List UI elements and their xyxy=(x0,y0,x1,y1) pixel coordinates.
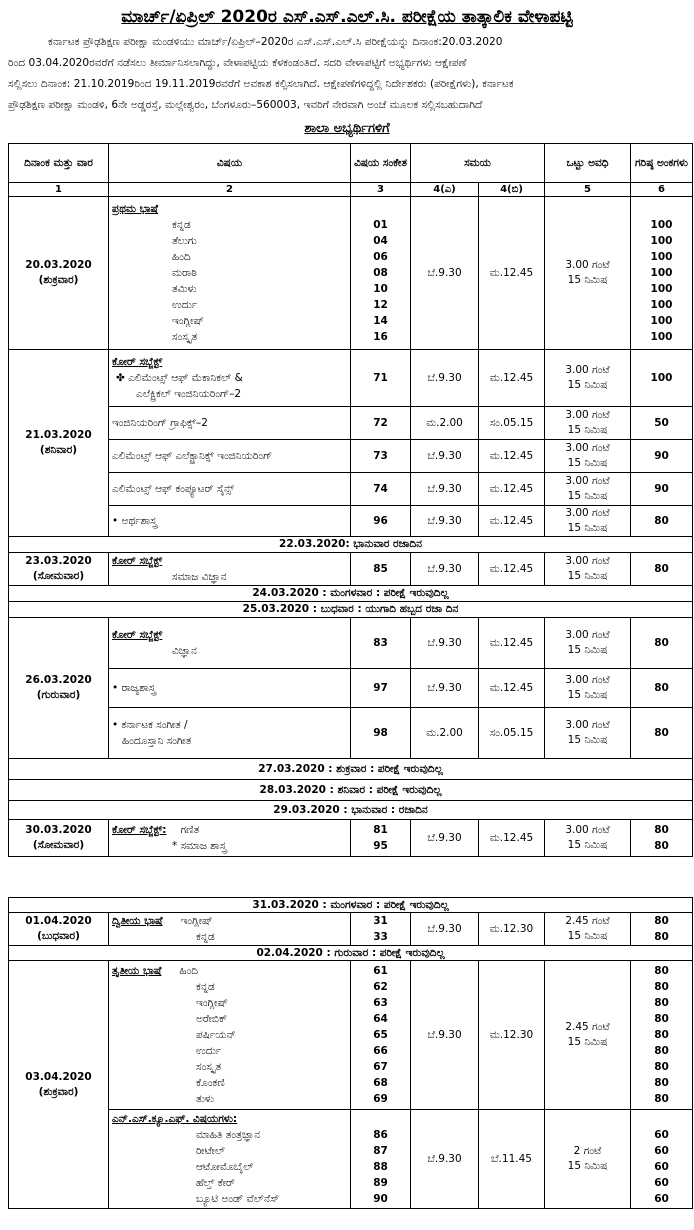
header-marks: ಗರಿಷ್ಠ ಅಂಕಗಳು xyxy=(631,144,693,183)
subject-code: 67 xyxy=(373,1061,388,1073)
day-text: (ಸೋಮವಾರ) xyxy=(32,570,85,582)
section-subtitle: ಶಾಲಾ ಅಭ್ಯರ್ಥಿಗಳಿಗೆ xyxy=(304,121,390,136)
marks-cell xyxy=(631,820,693,857)
subject-name: ಉರ್ದು xyxy=(172,299,198,311)
intro-line: ರಿಂದ 03.04.2020ರವರೆಗೆ ನಡೆಸಲು ತೀರ್ಮಾನಿಸಲಾಗಿದ್ದು, ವೇಳಾಪಟ್ಟಿಯ ಕೆಳಕಂಡಂತಿದೆ. ಸದರಿ ವೇಳಾಪಟ್ಟಿಗೆ ಅಭ್ಯರ್ಥಿಗಳು ಆಕ್ಷೇಪಣೆ xyxy=(8,57,467,69)
start-time: ಮ.2.00 xyxy=(411,708,479,759)
subject-name: ಕನ್ನಡ xyxy=(196,981,215,993)
subject-code: 33 xyxy=(373,931,388,943)
duration-hours: 2 ಗಂಟೆ xyxy=(573,1145,602,1157)
duration-hours: 3.00 ಗಂಟೆ xyxy=(565,674,610,686)
subject-code: 90 xyxy=(373,1193,388,1205)
marks-cell xyxy=(631,1110,693,1209)
subject-name: ತುಳು xyxy=(196,1093,214,1105)
subject-code: 10 xyxy=(373,283,388,295)
max-marks: 100 xyxy=(650,235,673,247)
max-marks: 100 xyxy=(650,219,673,231)
max-marks: 80 xyxy=(654,997,669,1009)
duration-cell xyxy=(545,506,631,537)
subject-code: 72 xyxy=(351,407,411,440)
subject-cell xyxy=(109,820,351,857)
intro-paragraph xyxy=(8,32,688,116)
start-time: ಬೆ.9.30 xyxy=(411,913,479,946)
holiday-text: 27.03.2020 : ಶುಕ್ರವಾರ : ಪರೀಕ್ಷೆ ಇರುವುದಿಲ್ಲ xyxy=(9,759,693,780)
duration-hours: 3.00 ಗಂಟೆ xyxy=(565,475,610,487)
duration-minutes: 15 ನಿಮಿಷ xyxy=(567,424,608,436)
subject-name: ಸಂಸ್ಕೃತ xyxy=(172,331,198,343)
start-time: ಮ.2.00 xyxy=(411,407,479,440)
group-label: ತೃತೀಯ ಭಾಷೆ xyxy=(112,965,162,977)
header-row xyxy=(9,144,693,183)
subject-cell xyxy=(109,961,351,1110)
date-cell xyxy=(9,350,109,537)
subject-code: 89 xyxy=(373,1177,388,1189)
max-marks: 50 xyxy=(631,407,693,440)
subject-code: 81 xyxy=(373,824,388,836)
date-text: 21.03.2020 xyxy=(25,429,92,441)
duration-minutes: 15 ನಿಮಿಷ xyxy=(567,490,608,502)
end-time: ಮ.12.45 xyxy=(479,506,545,537)
subject-name: • ಕರ್ನಾಟಕ ಸಂಗೀತ / xyxy=(112,719,188,731)
holiday-text: 24.03.2020 : ಮಂಗಳವಾರ : ಪರೀಕ್ಷೆ ಇರುವುದಿಲ್ಲ xyxy=(9,586,693,602)
max-marks: 60 xyxy=(654,1177,669,1189)
subject-name: ತೆಲುಗು xyxy=(172,235,197,247)
duration-minutes: 15 ನಿಮಿಷ xyxy=(567,930,608,942)
subject-name: ಬ್ಯೂಟಿ ಅಂಡ್ ವೆಲ್‌ನೆಸ್ xyxy=(196,1193,280,1205)
end-time: ಸಂ.05.15 xyxy=(479,708,545,759)
table-row xyxy=(9,961,693,1110)
max-marks: 100 xyxy=(650,283,673,295)
duration-cell xyxy=(545,913,631,946)
holiday-row xyxy=(9,537,693,553)
page-title: ಮಾರ್ಚ್/ಏಪ್ರಿಲ್ 2020ರ ಎಸ್.ಎಸ್.ಎಲ್.ಸಿ. ಪರೀಕ್ಷೆಯ ತಾತ್ಕಾಲಿಕ ವೇಳಾಪಟ್ಟಿ xyxy=(121,7,573,27)
end-time: ಮ.12.45 xyxy=(479,820,545,857)
end-time: ಮ.12.45 xyxy=(479,669,545,708)
max-marks: 80 xyxy=(631,618,693,669)
duration-minutes: 15 ನಿಮಿಷ xyxy=(567,457,608,469)
duration-minutes: 15 ನಿಮಿಷ xyxy=(567,379,608,391)
holiday-text: 29.03.2020 : ಭಾನುವಾರ : ರಜಾದಿನ xyxy=(9,801,693,820)
subject-name: • ರಾಜ್ಯಶಾಸ್ತ್ರ xyxy=(109,669,351,708)
subject-code: 16 xyxy=(373,331,388,343)
table-row xyxy=(9,197,693,350)
subject-name: ಇಂಜಿನಿಯರಿಂಗ್ ಗ್ರಾಫಿಕ್ಸ್–2 xyxy=(109,407,351,440)
table-row xyxy=(9,618,693,669)
table-row xyxy=(9,473,693,506)
duration-cell xyxy=(545,820,631,857)
day-text: (ಶುಕ್ರವಾರ) xyxy=(38,274,79,286)
subject-code: 12 xyxy=(373,299,388,311)
duration-minutes: 15 ನಿಮಿಷ xyxy=(567,1160,608,1172)
duration-hours: 3.00 ಗಂಟೆ xyxy=(565,364,610,376)
start-time: ಬೆ.9.30 xyxy=(411,473,479,506)
end-time: ಸಂ.05.15 xyxy=(479,407,545,440)
duration-minutes: 15 ನಿಮಿಷ xyxy=(567,1036,608,1048)
subject-name: ಉರ್ದು xyxy=(196,1045,222,1057)
holiday-row xyxy=(9,602,693,618)
max-marks: 100 xyxy=(631,350,693,407)
date-cell xyxy=(9,197,109,350)
duration-cell xyxy=(545,553,631,586)
max-marks: 80 xyxy=(654,1093,669,1105)
subject-code: 73 xyxy=(351,440,411,473)
holiday-text: 31.03.2020 : ಮಂಗಳವಾರ : ಪರೀಕ್ಷೆ ಇರುವುದಿಲ್ಲ xyxy=(9,898,693,913)
end-time: ಮ.12.45 xyxy=(479,618,545,669)
intro-line: ಸಲ್ಲಿಸಲು ದಿನಾಂಕ: 21.10.2019ರಿಂದ 19.11.2019ರವರೆಗೆ ಅವಕಾಶ ಕಲ್ಪಿಸಲಾಗಿದೆ. ಆಕ್ಷೇಪಣೆಗಳಿದ್ದಲ್ಲಿ ನಿರ್ದೇಶಕರು (ಪರೀಕ್ಷೆಗಳು), ಕರ್ನಾಟಕ xyxy=(8,78,514,90)
subject-code: 98 xyxy=(351,708,411,759)
holiday-row xyxy=(9,898,693,913)
holiday-text: 25.03.2020 : ಬುಧವಾರ : ಯುಗಾದಿ ಹಬ್ಬದ ರಜಾ ದಿನ xyxy=(9,602,693,618)
duration-cell xyxy=(545,618,631,669)
max-marks: 80 xyxy=(654,1013,669,1025)
col-num: 5 xyxy=(545,183,631,197)
subject-name: ಕೊಂಕಣಿ xyxy=(196,1077,225,1089)
subject-cell xyxy=(109,618,351,669)
subject-code: 87 xyxy=(373,1145,388,1157)
holiday-text: 22.03.2020: ಭಾನುವಾರ ರಜಾದಿನ xyxy=(9,537,693,553)
intro-line: ಕರ್ನಾಟಕ ಪ್ರೌಢಶಿಕ್ಷಣ ಪರೀಕ್ಷಾ ಮಂಡಳಿಯು ಮಾರ್ಚ್/ಏಪ್ರಿಲ್–2020ರ ಎಸ್.ಎಸ್.ಎಲ್.ಸಿ ಪರೀಕ್ಷೆಯನ್ನು ದಿನಾಂಕ:20.03.2020 xyxy=(48,36,503,48)
duration-hours: 2.45 ಗಂಟೆ xyxy=(565,1021,610,1033)
group-label: ಕೋರ್ ಸಬ್ಜೆಕ್ಟ್ xyxy=(112,555,163,567)
code-cell xyxy=(351,961,411,1110)
subject-name: ಅರೇಬಿಕ್ xyxy=(196,1013,228,1025)
header-duration: ಒಟ್ಟು ಅವಧಿ xyxy=(545,144,631,183)
code-cell xyxy=(351,1110,411,1209)
code-cell xyxy=(351,913,411,946)
subject-name: ಎಲಿಮೆಂಟ್ಸ್ ಆಫ್ ಎಲೆಕ್ಟ್ರಾನಿಕ್ಸ್ ಇಂಜಿನಿಯರಿಂಗ್ xyxy=(109,440,351,473)
max-marks: 80 xyxy=(654,931,669,943)
date-text: 03.04.2020 xyxy=(25,1070,92,1083)
col-num: 4(ಎ) xyxy=(411,183,479,197)
duration-cell xyxy=(545,197,631,350)
max-marks: 90 xyxy=(631,440,693,473)
subject-code: 14 xyxy=(373,315,388,327)
subject-code: 08 xyxy=(373,267,388,279)
col-num: 1 xyxy=(9,183,109,197)
subject-name: ಕನ್ನಡ xyxy=(196,931,215,943)
subject-code: 96 xyxy=(351,506,411,537)
subject-code: 04 xyxy=(373,235,388,247)
subject-cell xyxy=(109,708,351,759)
max-marks: 80 xyxy=(631,708,693,759)
start-time: ಬೆ.9.30 xyxy=(411,350,479,407)
subject-name: ಹಿಂದಿ xyxy=(172,251,191,263)
holiday-row xyxy=(9,759,693,780)
end-time: ಮ.12.45 xyxy=(479,350,545,407)
duration-cell xyxy=(545,1110,631,1209)
day-text: (ಗುರುವಾರ) xyxy=(36,689,81,701)
max-marks: 100 xyxy=(650,315,673,327)
duration-cell xyxy=(545,407,631,440)
duration-hours: 2.45 ಗಂಟೆ xyxy=(565,915,610,927)
start-time: ಬೆ.9.30 xyxy=(411,618,479,669)
subject-cell xyxy=(109,197,351,350)
subject-name: ಸಂಸ್ಕೃತ xyxy=(196,1061,222,1073)
marks-cell xyxy=(631,197,693,350)
subject-cell xyxy=(109,913,351,946)
start-time: ಬೆ.9.30 xyxy=(411,961,479,1110)
start-time: ಬೆ.9.30 xyxy=(411,553,479,586)
subject-code: 63 xyxy=(373,997,388,1009)
holiday-row xyxy=(9,586,693,602)
holiday-row xyxy=(9,780,693,801)
group-label: ಪ್ರಥಮ ಭಾಷೆ xyxy=(112,203,159,215)
end-time: ಮ.12.30 xyxy=(479,961,545,1110)
subject-name: ತಮಿಳು xyxy=(172,283,197,295)
duration-minutes: 15 ನಿಮಿಷ xyxy=(567,274,608,286)
subject-code: 74 xyxy=(351,473,411,506)
max-marks: 60 xyxy=(654,1161,669,1173)
col-num: 6 xyxy=(631,183,693,197)
subject-name: ಮಾಹಿತಿ ತಂತ್ರಜ್ಞಾನ xyxy=(196,1129,261,1141)
duration-hours: 3.00 ಗಂಟೆ xyxy=(565,409,610,421)
duration-hours: 3.00 ಗಂಟೆ xyxy=(565,719,610,731)
subject-code: 71 xyxy=(351,350,411,407)
subject-code: 66 xyxy=(373,1045,388,1057)
subject-code: 83 xyxy=(351,618,411,669)
subject-code: 62 xyxy=(373,981,388,993)
table-row xyxy=(9,440,693,473)
subject-name: ಪರ್ಷಿಯನ್ xyxy=(196,1029,236,1041)
subject-name: ಸಮಾಜ ವಿಜ್ಞಾನ xyxy=(172,571,227,583)
max-marks: 60 xyxy=(654,1145,669,1157)
subject-name: ಎಲಿಮೆಂಟ್ಸ್ ಆಫ್ ಕಂಪ್ಯೂಟರ್ ಸೈನ್ಸ್ xyxy=(109,473,351,506)
duration-cell xyxy=(545,473,631,506)
max-marks: 80 xyxy=(654,824,669,836)
group-label: ಕೋರ್ ಸಬ್ಜೆಕ್ಟ್ xyxy=(112,356,163,368)
end-time: ಮ.12.45 xyxy=(479,197,545,350)
duration-minutes: 15 ನಿಮಿಷ xyxy=(567,734,608,746)
group-label: ಎನ್.ಎಸ್.ಕ್ಯೂ.ಎಫ್. ವಿಷಯಗಳು: xyxy=(112,1113,238,1125)
table-row xyxy=(9,820,693,857)
subject-code: 88 xyxy=(373,1161,388,1173)
date-text: 23.03.2020 xyxy=(25,555,92,567)
max-marks: 80 xyxy=(654,981,669,993)
max-marks: 60 xyxy=(654,1193,669,1205)
subject-name: ಹಿಂದಿ xyxy=(179,965,199,977)
duration-minutes: 15 ನಿಮಿಷ xyxy=(567,839,608,851)
start-time: ಬೆ.9.30 xyxy=(411,197,479,350)
duration-cell xyxy=(545,440,631,473)
day-text: (ಬುಧವಾರ) xyxy=(37,930,80,942)
duration-minutes: 15 ನಿಮಿಷ xyxy=(567,689,608,701)
header-subject: ವಿಷಯ xyxy=(109,144,351,183)
start-time: ಬೆ.9.30 xyxy=(411,669,479,708)
holiday-text: 02.04.2020 : ಗುರುವಾರ : ಪರೀಕ್ಷೆ ಇರುವುದಿಲ್ಲ xyxy=(9,946,693,961)
duration-hours: 3.00 ಗಂಟೆ xyxy=(565,629,610,641)
duration-hours: 3.00 ಗಂಟೆ xyxy=(565,442,610,454)
subject-code: 69 xyxy=(373,1093,388,1105)
start-time: ಬೆ.9.30 xyxy=(411,440,479,473)
subject-name: ರೀಟೇಲ್ xyxy=(196,1145,226,1157)
subject-name: ಇಂಗ್ಲೀಷ್ xyxy=(180,915,213,927)
table-row xyxy=(9,553,693,586)
duration-hours: 3.00 ಗಂಟೆ xyxy=(565,507,610,519)
subject-cell xyxy=(109,553,351,586)
end-time: ಮ.12.45 xyxy=(479,473,545,506)
subject-name: ✤ ಎಲಿಮೆಂಟ್ಸ್ ಆಫ್ ಮೆಕಾನಿಕಲ್ & xyxy=(116,372,243,384)
max-marks: 80 xyxy=(631,553,693,586)
date-text: 26.03.2020 xyxy=(25,674,92,686)
duration-minutes: 15 ನಿಮಿಷ xyxy=(567,522,608,534)
marks-cell xyxy=(631,913,693,946)
max-marks: 80 xyxy=(654,1077,669,1089)
header-code: ವಿಷಯ ಸಂಕೇತ xyxy=(351,144,411,183)
subject-name: ಇಂಗ್ಲೀಷ್ xyxy=(196,997,229,1009)
end-time: ಮ.12.45 xyxy=(479,553,545,586)
col-num: 4(ಬಿ) xyxy=(479,183,545,197)
duration-minutes: 15 ನಿಮಿಷ xyxy=(567,570,608,582)
code-cell xyxy=(351,197,411,350)
subject-code: 31 xyxy=(373,915,388,927)
day-text: (ಶುಕ್ರವಾರ) xyxy=(38,1085,79,1098)
date-cell xyxy=(9,961,109,1209)
max-marks: 80 xyxy=(654,965,669,977)
header-time: ಸಮಯ xyxy=(411,144,545,183)
subject-name: ಆಟೋಮೊಬೈಲ್ xyxy=(196,1161,254,1173)
table-row xyxy=(9,407,693,440)
date-text: 30.03.2020 xyxy=(25,824,92,836)
max-marks: 80 xyxy=(654,1029,669,1041)
table-row xyxy=(9,913,693,946)
subject-cell xyxy=(109,350,351,407)
max-marks: 100 xyxy=(650,331,673,343)
day-text: (ಶನಿವಾರ) xyxy=(39,444,78,456)
date-text: 20.03.2020 xyxy=(25,259,92,271)
marks-cell xyxy=(631,961,693,1110)
duration-hours: 3.00 ಗಂಟೆ xyxy=(565,824,610,836)
subject-name: • ಅರ್ಥಶಾಸ್ತ್ರ xyxy=(109,506,351,537)
subject-code: 65 xyxy=(373,1029,388,1041)
start-time: ಬೆ.9.30 xyxy=(411,506,479,537)
intro-line: ಪ್ರೌಢಶಿಕ್ಷಣ ಪರೀಕ್ಷಾ ಮಂಡಳಿ, 6ನೇ ಅಡ್ಡರಸ್ತೆ, ಮಲ್ಲೇಶ್ವರಂ, ಬೆಂಗಳೂರು–560003, ಇವರಿಗೆ ನೇರವಾಗಿ ಅಂಚೆ ಮೂಲಕ ಸಲ್ಲಿಸಬಹುದಾಗಿದೆ xyxy=(8,99,483,111)
duration-cell xyxy=(545,708,631,759)
duration-hours: 3.00 ಗಂಟೆ xyxy=(565,555,610,567)
date-text: 01.04.2020 xyxy=(25,915,92,927)
max-marks: 80 xyxy=(654,1045,669,1057)
holiday-row xyxy=(9,801,693,820)
date-cell xyxy=(9,553,109,586)
max-marks: 60 xyxy=(654,1129,669,1141)
duration-cell xyxy=(545,961,631,1110)
subject-code: 97 xyxy=(351,669,411,708)
holiday-row xyxy=(9,946,693,961)
subject-name: ಕನ್ನಡ xyxy=(172,219,191,231)
subject-code: 85 xyxy=(351,553,411,586)
subject-code: 68 xyxy=(373,1077,388,1089)
table-row xyxy=(9,350,693,407)
max-marks: 80 xyxy=(631,669,693,708)
max-marks: 90 xyxy=(631,473,693,506)
table-row xyxy=(9,708,693,759)
subject-name: ವಿಜ್ಞಾನ xyxy=(172,645,197,657)
column-number-row xyxy=(9,183,693,197)
schedule-table-2 xyxy=(8,897,693,1209)
subject-name: ಗಣಿತ xyxy=(180,824,200,836)
table-row xyxy=(9,506,693,537)
max-marks: 100 xyxy=(650,267,673,279)
holiday-text: 28.03.2020 : ಶನಿವಾರ : ಪರೀಕ್ಷೆ ಇರುವುದಿಲ್ಲ xyxy=(9,780,693,801)
subject-name: ಇಂಗ್ಲೀಷ್ xyxy=(172,315,205,327)
group-label: ದ್ವಿತೀಯ ಭಾಷೆ xyxy=(112,915,163,927)
subject-code: 06 xyxy=(373,251,388,263)
duration-cell xyxy=(545,350,631,407)
duration-hours: 3.00 ಗಂಟೆ xyxy=(565,259,610,271)
subject-name: ಮರಾಠಿ xyxy=(172,267,197,279)
start-time: ಬೆ.9.30 xyxy=(411,1110,479,1209)
max-marks: 80 xyxy=(654,840,669,852)
schedule-table-1 xyxy=(8,143,693,857)
col-num: 2 xyxy=(109,183,351,197)
end-time: ಬೆ.11.45 xyxy=(479,1110,545,1209)
col-num: 3 xyxy=(351,183,411,197)
subject-code: 95 xyxy=(373,840,388,852)
code-cell xyxy=(351,820,411,857)
subject-code: 61 xyxy=(373,965,388,977)
max-marks: 80 xyxy=(654,1061,669,1073)
subject-code: 86 xyxy=(373,1129,388,1141)
subject-name: ಎಲೆಕ್ಟ್ರಿಕಲ್ ಇಂಜಿನಿಯರಿಂಗ್–2 xyxy=(136,388,242,400)
table-row xyxy=(9,1110,693,1209)
table-row xyxy=(9,669,693,708)
subject-cell xyxy=(109,1110,351,1209)
subject-name: ಹೆಲ್ತ್ ಕೇರ್ xyxy=(196,1177,235,1189)
max-marks: 80 xyxy=(654,915,669,927)
group-label: ಕೋರ್ ಸಬ್ಜೆಕ್ಟ್ xyxy=(112,629,163,641)
date-cell xyxy=(9,618,109,759)
duration-cell xyxy=(545,669,631,708)
day-text: (ಸೋಮವಾರ) xyxy=(32,839,85,851)
subject-name: * ಸಮಾಜ ಶಾಸ್ತ್ರ xyxy=(172,840,227,852)
subject-code: 01 xyxy=(373,219,388,231)
max-marks: 80 xyxy=(631,506,693,537)
date-cell xyxy=(9,820,109,857)
header-date: ದಿನಾಂಕ ಮತ್ತು ವಾರ xyxy=(9,144,109,183)
max-marks: 100 xyxy=(650,251,673,263)
subject-name: ಹಿಂದೂಸ್ತಾನಿ ಸಂಗೀತ xyxy=(122,735,192,747)
max-marks: 100 xyxy=(650,299,673,311)
group-label: ಕೋರ್ ಸಬ್ಜೆಕ್ಟ್: xyxy=(112,824,167,836)
subject-code: 64 xyxy=(373,1013,388,1025)
duration-minutes: 15 ನಿಮಿಷ xyxy=(567,644,608,656)
date-cell xyxy=(9,913,109,946)
end-time: ಮ.12.30 xyxy=(479,913,545,946)
start-time: ಬೆ.9.30 xyxy=(411,820,479,857)
end-time: ಮ.12.45 xyxy=(479,440,545,473)
